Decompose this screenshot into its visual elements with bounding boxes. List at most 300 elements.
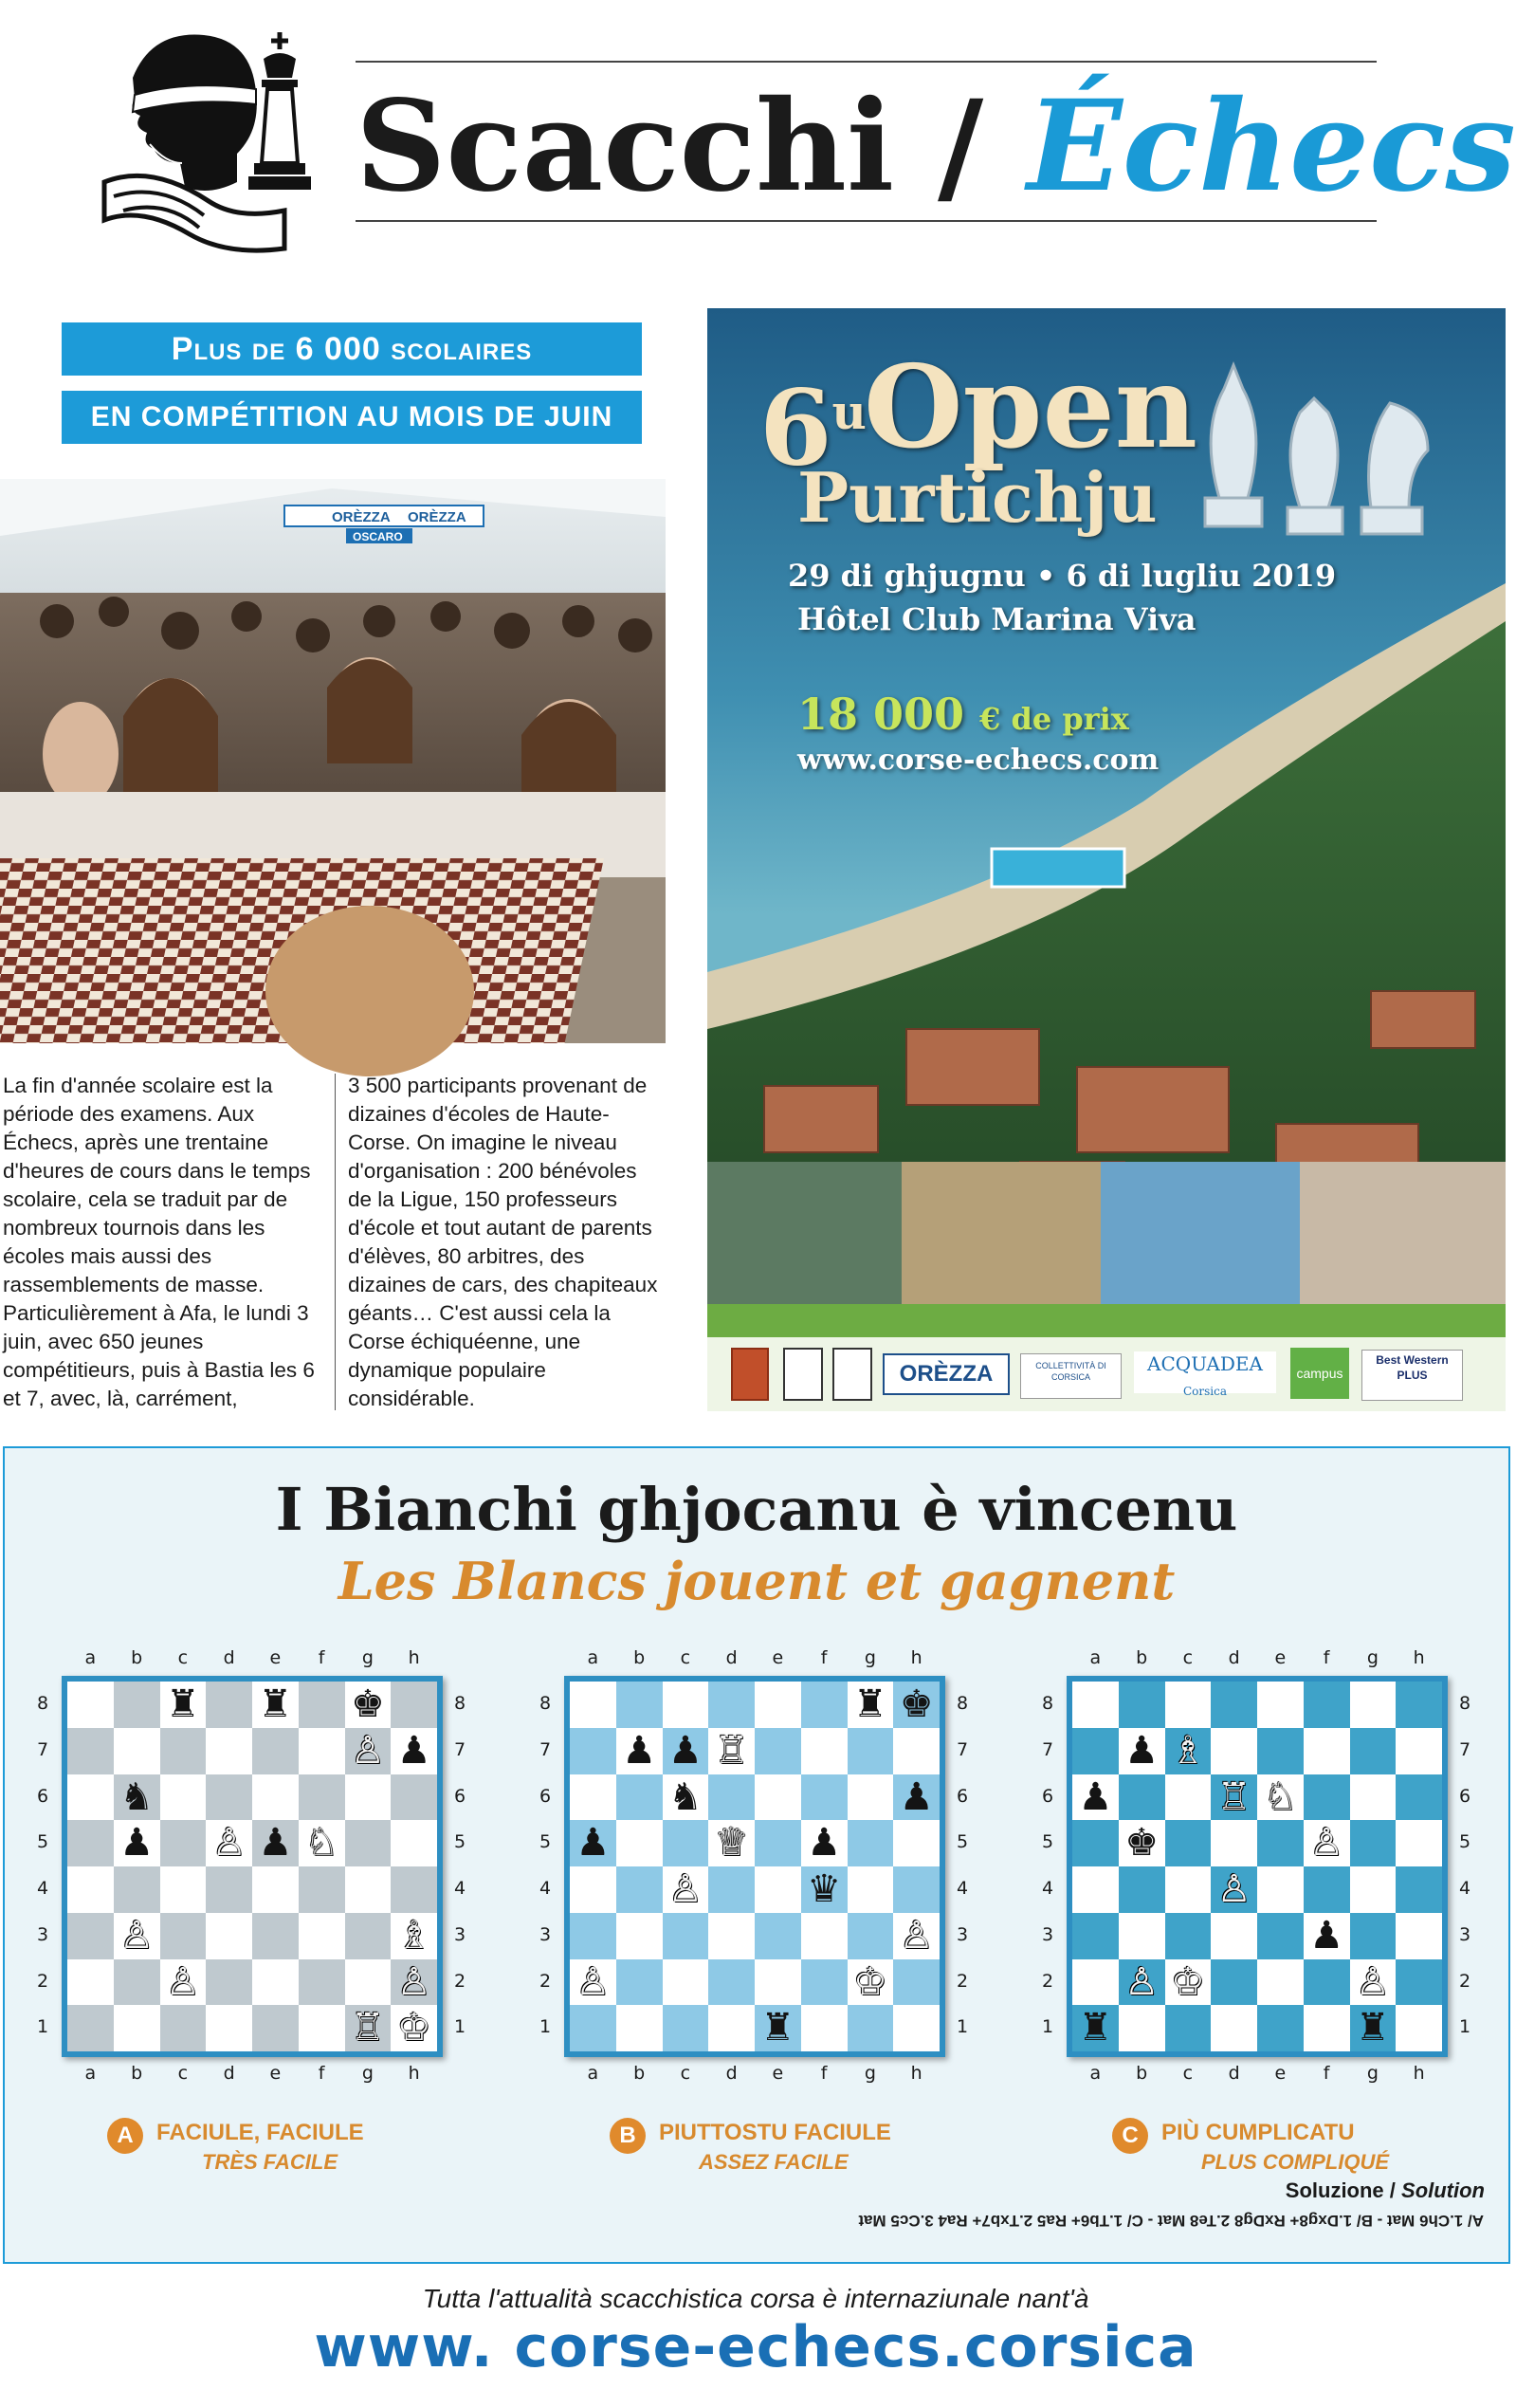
file-label-e: e <box>269 2063 282 2084</box>
board-square <box>391 1820 437 1866</box>
rank-label-4: 4 <box>36 1878 49 1899</box>
board-square <box>801 1774 848 1821</box>
difficulty-level-french: TRÈS FACILE <box>202 2150 338 2174</box>
board-square <box>299 1728 345 1774</box>
chess-piece-black-f4: ♛ <box>807 1867 842 1911</box>
board-square <box>206 2005 252 2051</box>
chess-piece-black-h6: ♟ <box>899 1774 934 1819</box>
poster-dates: 29 di ghjugnu • 6 di lugliu 2019 <box>788 558 1337 594</box>
chess-piece-black-e1: ♜ <box>760 2006 795 2050</box>
file-label-e: e <box>1274 2063 1287 2084</box>
file-label-a: a <box>1089 1647 1102 1668</box>
rank-label-3: 3 <box>1041 1923 1054 1945</box>
difficulty-badge-C: C <box>1112 2118 1148 2154</box>
board-square <box>616 1959 663 2006</box>
board-square <box>1119 1774 1165 1821</box>
board-square <box>616 1866 663 1913</box>
article-col2: 3 500 participants provenant de dizaines d'écoles de Haute-Corse. On imagine le niveau d'organisation : 200 bénévoles de la Ligue, 150 professeurs d'école et tout autant de parents d'élèves, 80 arbitres, des dizaines de cars, des chapiteaux géants… C'est aussi cela la Corse échiquéenne, une dynamique populaire considérable. <box>348 1074 658 1410</box>
board-square <box>1396 1728 1442 1774</box>
chess-piece-black-a6: ♟ <box>1078 1774 1113 1819</box>
file-label-h: h <box>408 2063 420 2084</box>
sponsor-collectivite: COLLETTIVITÀ DI CORSICA <box>1020 1353 1122 1399</box>
rank-label-7: 7 <box>956 1738 969 1760</box>
file-label-a: a <box>84 2063 97 2084</box>
rank-label-1: 1 <box>1458 2016 1471 2038</box>
rank-label-4: 4 <box>453 1878 466 1899</box>
board-square <box>206 1866 252 1913</box>
board-square <box>1396 2005 1442 2051</box>
footer-tagline: Tutta l'attualità scacchistica corsa è internaziunale nant'à <box>422 2284 1089 2313</box>
board-square <box>160 1820 207 1866</box>
board-square <box>1165 1866 1212 1913</box>
page-title: Scacchi / Échecs <box>356 73 1516 220</box>
board-square <box>1165 1913 1212 1959</box>
board-square <box>1396 1866 1442 1913</box>
board-square <box>893 1866 940 1913</box>
rank-label-3: 3 <box>539 1923 552 1945</box>
chess-piece-black-h7: ♟ <box>396 1728 431 1773</box>
file-label-e: e <box>1274 1647 1287 1668</box>
chess-piece-white-b3: ♙ <box>119 1913 155 1958</box>
rank-label-3: 3 <box>956 1923 969 1945</box>
sponsor-orezza: ORÈZZA <box>883 1353 1010 1395</box>
board-square <box>663 1820 709 1866</box>
solution-heading: Soluzione / Solution <box>1285 2178 1485 2202</box>
photo-banner-2: ORÈZZA <box>408 509 466 525</box>
board-square <box>1304 1959 1350 2006</box>
board-square <box>114 1728 160 1774</box>
file-label-c: c <box>680 1647 691 1668</box>
rank-label-1: 1 <box>956 2016 969 2038</box>
file-label-b: b <box>1136 2063 1148 2084</box>
board-square <box>1350 1774 1397 1821</box>
chess-piece-white-f5: ♙ <box>1309 1821 1344 1866</box>
board-square <box>848 1728 894 1774</box>
board-square <box>570 1682 616 1728</box>
board-square <box>616 2005 663 2051</box>
rank-label-8: 8 <box>1041 1693 1054 1714</box>
file-label-c: c <box>1182 2063 1194 2084</box>
file-label-h: h <box>408 1647 420 1668</box>
rank-label-4: 4 <box>1041 1878 1054 1899</box>
crest-logo-2 <box>783 1348 823 1401</box>
board-square <box>345 1866 392 1913</box>
rank-label-5: 5 <box>956 1831 969 1853</box>
chess-piece-black-c8: ♜ <box>165 1682 200 1726</box>
rank-label-6: 6 <box>956 1785 969 1807</box>
board-square <box>1350 1682 1397 1728</box>
poster-prize: 18 000 € de prix <box>797 689 1129 740</box>
chess-piece-black-e8: ♜ <box>258 1682 293 1726</box>
board-square <box>893 1728 940 1774</box>
puzzle-title-french: Les Blancs jouent et gagnent <box>338 1551 1176 1611</box>
board-square <box>755 1682 801 1728</box>
board-square <box>1304 2005 1350 2051</box>
board-square <box>893 1820 940 1866</box>
board-square <box>160 1913 207 1959</box>
chess-piece-white-a2: ♙ <box>575 1959 611 2004</box>
board-square <box>345 1820 392 1866</box>
file-label-f: f <box>820 1647 828 1668</box>
rank-label-1: 1 <box>36 2016 49 2038</box>
file-label-a: a <box>587 2063 599 2084</box>
file-label-b: b <box>1136 1647 1148 1668</box>
chess-piece-black-b7: ♟ <box>622 1728 657 1773</box>
chess-piece-black-g8: ♜ <box>852 1682 887 1726</box>
board-square <box>1119 1682 1165 1728</box>
board-square <box>1350 1820 1397 1866</box>
board-square <box>67 1774 114 1821</box>
file-label-g: g <box>864 1647 876 1668</box>
board-square <box>206 1682 252 1728</box>
board-square <box>848 1866 894 1913</box>
board-square <box>1072 1866 1119 1913</box>
file-label-b: b <box>633 2063 646 2084</box>
file-label-d: d <box>223 2063 235 2084</box>
board-square <box>1304 1866 1350 1913</box>
rank-label-1: 1 <box>539 2016 552 2038</box>
board-square <box>206 1728 252 1774</box>
rank-label-1: 1 <box>453 2016 466 2038</box>
rank-label-3: 3 <box>36 1923 49 1945</box>
rank-label-2: 2 <box>956 1970 969 1992</box>
chess-piece-white-d5: ♕ <box>714 1821 749 1866</box>
board-square <box>67 1866 114 1913</box>
file-label-c: c <box>1182 1647 1194 1668</box>
file-label-h: h <box>910 1647 922 1668</box>
file-label-d: d <box>1228 2063 1240 2084</box>
rank-label-5: 5 <box>539 1831 552 1853</box>
rank-label-5: 5 <box>453 1831 466 1853</box>
file-label-f: f <box>318 2063 325 2084</box>
rank-label-5: 5 <box>1041 1831 1054 1853</box>
chess-piece-black-g8: ♚ <box>350 1682 385 1726</box>
board-square <box>1072 1820 1119 1866</box>
board-square <box>1211 2005 1257 2051</box>
difficulty-badge-B: B <box>610 2118 646 2154</box>
board-square <box>1072 1913 1119 1959</box>
board-square <box>1211 1959 1257 2006</box>
chess-piece-black-f5: ♟ <box>807 1821 842 1866</box>
chess-piece-white-g1: ♖ <box>350 2006 385 2050</box>
board-square <box>1396 1682 1442 1728</box>
poster-edition: 6$^u$ <box>759 366 867 489</box>
board-square <box>801 1913 848 1959</box>
board-square <box>206 1959 252 2006</box>
board-square <box>1119 1866 1165 1913</box>
logo <box>95 21 315 258</box>
crest-logo-3 <box>832 1348 872 1401</box>
chess-piece-black-a1: ♜ <box>1078 2006 1113 2050</box>
board-square <box>1257 1728 1304 1774</box>
board-square <box>663 1682 709 1728</box>
rank-label-6: 6 <box>36 1785 49 1807</box>
board-square <box>1350 1913 1397 1959</box>
chess-piece-black-b5: ♚ <box>1124 1821 1160 1866</box>
board-square <box>252 1959 299 2006</box>
rank-label-6: 6 <box>539 1785 552 1807</box>
chess-piece-black-f3: ♟ <box>1309 1913 1344 1958</box>
board-square <box>801 1959 848 2006</box>
sponsor-bar <box>707 1342 1506 1432</box>
chess-piece-white-f5: ♘ <box>304 1821 339 1866</box>
rank-label-8: 8 <box>956 1693 969 1714</box>
board-square <box>345 1959 392 2006</box>
sponsor-bestwestern: Best Western PLUS <box>1361 1350 1463 1401</box>
header-rule-top <box>356 61 1377 63</box>
board-square <box>299 1913 345 1959</box>
board-square <box>345 1774 392 1821</box>
file-label-d: d <box>725 2063 738 2084</box>
board-square <box>1350 1866 1397 1913</box>
file-label-a: a <box>1089 2063 1102 2084</box>
board-square <box>1211 1820 1257 1866</box>
chess-piece-white-e6: ♘ <box>1263 1774 1298 1819</box>
board-square <box>570 1866 616 1913</box>
board-square <box>1165 1774 1212 1821</box>
rank-label-7: 7 <box>36 1738 49 1760</box>
board-square <box>708 1959 755 2006</box>
board-square <box>616 1820 663 1866</box>
board-square <box>708 1913 755 1959</box>
rank-label-8: 8 <box>539 1693 552 1714</box>
chess-piece-black-b6: ♞ <box>119 1774 155 1819</box>
file-label-g: g <box>361 2063 374 2084</box>
board-square <box>1165 1682 1212 1728</box>
rank-label-4: 4 <box>539 1878 552 1899</box>
rank-label-8: 8 <box>1458 1693 1471 1714</box>
rank-label-7: 7 <box>1041 1738 1054 1760</box>
board-square <box>252 1728 299 1774</box>
rank-label-5: 5 <box>36 1831 49 1853</box>
puzzle-title-corsican: I Bianchi ghjocanu è vincenu <box>275 1475 1238 1544</box>
board-square <box>663 1959 709 2006</box>
board-square <box>1396 1820 1442 1866</box>
board-square <box>893 2005 940 2051</box>
chess-piece-white-h3: ♗ <box>396 1913 431 1958</box>
file-label-a: a <box>84 1647 97 1668</box>
board-square <box>755 1820 801 1866</box>
board-square <box>252 2005 299 2051</box>
board-square <box>299 2005 345 2051</box>
board-square <box>570 1774 616 1821</box>
poster-url: www.corse-echecs.com <box>797 744 1160 777</box>
header-rule-bottom <box>356 220 1377 222</box>
rank-label-3: 3 <box>1458 1923 1471 1945</box>
puzzle-panel <box>3 1446 1510 2264</box>
footer-url-link[interactable]: www. corse-echecs.corsica <box>314 2314 1197 2380</box>
board-square <box>1396 1913 1442 1959</box>
board-square <box>708 1774 755 1821</box>
crest-logo-1 <box>731 1348 769 1401</box>
chess-piece-white-h3: ♙ <box>899 1913 934 1958</box>
rank-label-8: 8 <box>36 1693 49 1714</box>
file-label-c: c <box>177 1647 189 1668</box>
board-square <box>160 1866 207 1913</box>
board-square <box>801 2005 848 2051</box>
rank-label-4: 4 <box>956 1878 969 1899</box>
board-square <box>1304 1728 1350 1774</box>
board-square <box>801 1728 848 1774</box>
board-square <box>67 1728 114 1774</box>
rank-label-2: 2 <box>1041 1970 1054 1992</box>
board-square <box>1165 2005 1212 2051</box>
board-square <box>206 1913 252 1959</box>
board-square <box>114 2005 160 2051</box>
file-label-e: e <box>269 1647 282 1668</box>
board-square <box>848 1913 894 1959</box>
board-square <box>755 1913 801 1959</box>
board-square <box>391 1866 437 1913</box>
file-label-g: g <box>1366 1647 1379 1668</box>
board-square <box>299 1774 345 1821</box>
difficulty-level-corsican: PIUTTOSTU FACIULE <box>659 2120 891 2145</box>
board-square <box>1211 1728 1257 1774</box>
board-square <box>252 1866 299 1913</box>
board-square <box>1165 1820 1212 1866</box>
board-square <box>1119 2005 1165 2051</box>
board-square <box>299 1959 345 2006</box>
board-square <box>616 1682 663 1728</box>
rank-label-7: 7 <box>1458 1738 1471 1760</box>
board-square <box>206 1774 252 1821</box>
file-label-g: g <box>864 2063 876 2084</box>
rank-label-1: 1 <box>1041 2016 1054 2038</box>
board-square <box>1396 1774 1442 1821</box>
article-col1: La fin d'année scolaire est la période des examens. Aux Échecs, après une trentaine d'heures de cours dans le temps scolaire, cela se traduit par de nombreux tournois dans les écoles mais aussi des rassemblements de masse. Particulièrement à Afa, le lundi 3 juin, avec 650 jeunes compétitieurs, puis à Bastia les 6 et 7, avec, là, carrément, <box>3 1074 315 1410</box>
poster-venue: Hôtel Club Marina Viva <box>797 601 1196 637</box>
chess-piece-black-a5: ♟ <box>575 1821 611 1866</box>
board-square <box>1072 1682 1119 1728</box>
board-square <box>848 1820 894 1866</box>
board-square <box>663 1913 709 1959</box>
board-square <box>1257 2005 1304 2051</box>
board-square <box>616 1913 663 1959</box>
board-square <box>345 1913 392 1959</box>
board-square <box>1211 1682 1257 1728</box>
rank-label-7: 7 <box>539 1738 552 1760</box>
board-square <box>160 1728 207 1774</box>
difficulty-level-corsican: PIÙ CUMPLICATU <box>1161 2120 1355 2145</box>
rank-label-3: 3 <box>453 1923 466 1945</box>
rank-label-2: 2 <box>539 1970 552 1992</box>
column-divider <box>335 1074 336 1410</box>
rank-label-7: 7 <box>453 1738 466 1760</box>
file-label-d: d <box>223 1647 235 1668</box>
poster-title: Open <box>864 340 1198 474</box>
file-label-f: f <box>820 2063 828 2084</box>
board-square <box>1257 1959 1304 2006</box>
file-label-e: e <box>772 1647 784 1668</box>
board-square <box>708 1682 755 1728</box>
photo-students-playing-chess <box>0 479 666 1043</box>
headline-line2: EN COMPÉTITION AU MOIS DE JUIN <box>62 391 642 444</box>
board-square <box>755 1866 801 1913</box>
chess-piece-white-c2: ♔ <box>1170 1959 1205 2004</box>
rank-label-6: 6 <box>1041 1785 1054 1807</box>
difficulty-level-corsican: FACIULE, FACIULE <box>156 2120 364 2145</box>
board-square <box>114 1866 160 1913</box>
chess-piece-white-g2: ♔ <box>852 1959 887 2004</box>
chess-piece-white-c4: ♙ <box>667 1867 703 1911</box>
board-square <box>663 2005 709 2051</box>
rank-label-4: 4 <box>1458 1878 1471 1899</box>
board-square <box>1350 1728 1397 1774</box>
chess-piece-black-c7: ♟ <box>667 1728 703 1773</box>
file-label-b: b <box>131 2063 143 2084</box>
file-label-f: f <box>1323 1647 1330 1668</box>
chess-piece-white-h1: ♔ <box>396 2006 431 2050</box>
file-label-f: f <box>318 1647 325 1668</box>
chess-piece-black-b5: ♟ <box>119 1821 155 1866</box>
board-square <box>1304 1774 1350 1821</box>
board-square <box>801 1682 848 1728</box>
rank-label-6: 6 <box>1458 1785 1471 1807</box>
board-square <box>67 1959 114 2006</box>
file-label-c: c <box>680 2063 691 2084</box>
board-square <box>1257 1866 1304 1913</box>
file-label-e: e <box>772 2063 784 2084</box>
photo-banner-3: OSCARO <box>353 530 403 543</box>
file-label-d: d <box>725 1647 738 1668</box>
sponsor-campusplex: campus plex <box>1290 1348 1349 1399</box>
chess-piece-white-c7: ♗ <box>1170 1728 1205 1773</box>
board-square <box>1119 1913 1165 1959</box>
board-square <box>160 2005 207 2051</box>
file-label-g: g <box>1366 2063 1379 2084</box>
chess-board-A <box>62 1676 443 2057</box>
board-square <box>252 1913 299 1959</box>
chess-piece-black-e5: ♟ <box>258 1821 293 1866</box>
board-square <box>1304 1682 1350 1728</box>
file-label-h: h <box>910 2063 922 2084</box>
board-square <box>1257 1913 1304 1959</box>
board-square <box>299 1682 345 1728</box>
board-square <box>252 1774 299 1821</box>
board-square <box>1072 1959 1119 2006</box>
chess-board-C <box>1067 1676 1448 2057</box>
rank-label-2: 2 <box>36 1970 49 1992</box>
board-square <box>708 1866 755 1913</box>
file-label-d: d <box>1228 1647 1240 1668</box>
board-square <box>570 1728 616 1774</box>
board-square <box>1257 1820 1304 1866</box>
board-square <box>755 1728 801 1774</box>
file-label-b: b <box>131 1647 143 1668</box>
chess-piece-white-c2: ♙ <box>165 1959 200 2004</box>
rank-label-8: 8 <box>453 1693 466 1714</box>
file-label-h: h <box>1413 2063 1425 2084</box>
file-label-h: h <box>1413 1647 1425 1668</box>
file-label-b: b <box>633 1647 646 1668</box>
board-square <box>67 1913 114 1959</box>
board-square <box>848 2005 894 2051</box>
board-square <box>67 1820 114 1866</box>
board-square <box>1396 1959 1442 2006</box>
file-label-c: c <box>177 2063 189 2084</box>
corsican-moor-head-chess-king-icon <box>95 21 315 258</box>
board-square <box>616 1774 663 1821</box>
board-square <box>299 1866 345 1913</box>
board-square <box>391 1682 437 1728</box>
board-square <box>114 1682 160 1728</box>
solution-text-upside-down: A/ 1.Ch6 Mat - B/ 1.Dxg8+ RxDg8 2.Te8 Mat - C/ 1.Tb6+ Ra5 2.Txb7+ Ra4 3.Cc5 Mat <box>858 2212 1484 2230</box>
chess-piece-black-h8: ♚ <box>899 1682 934 1726</box>
board-square <box>755 1774 801 1821</box>
difficulty-badge-A: A <box>107 2118 143 2154</box>
board-square <box>160 1774 207 1821</box>
sponsor-acquadea: ACQUADEA Corsica <box>1134 1351 1276 1393</box>
